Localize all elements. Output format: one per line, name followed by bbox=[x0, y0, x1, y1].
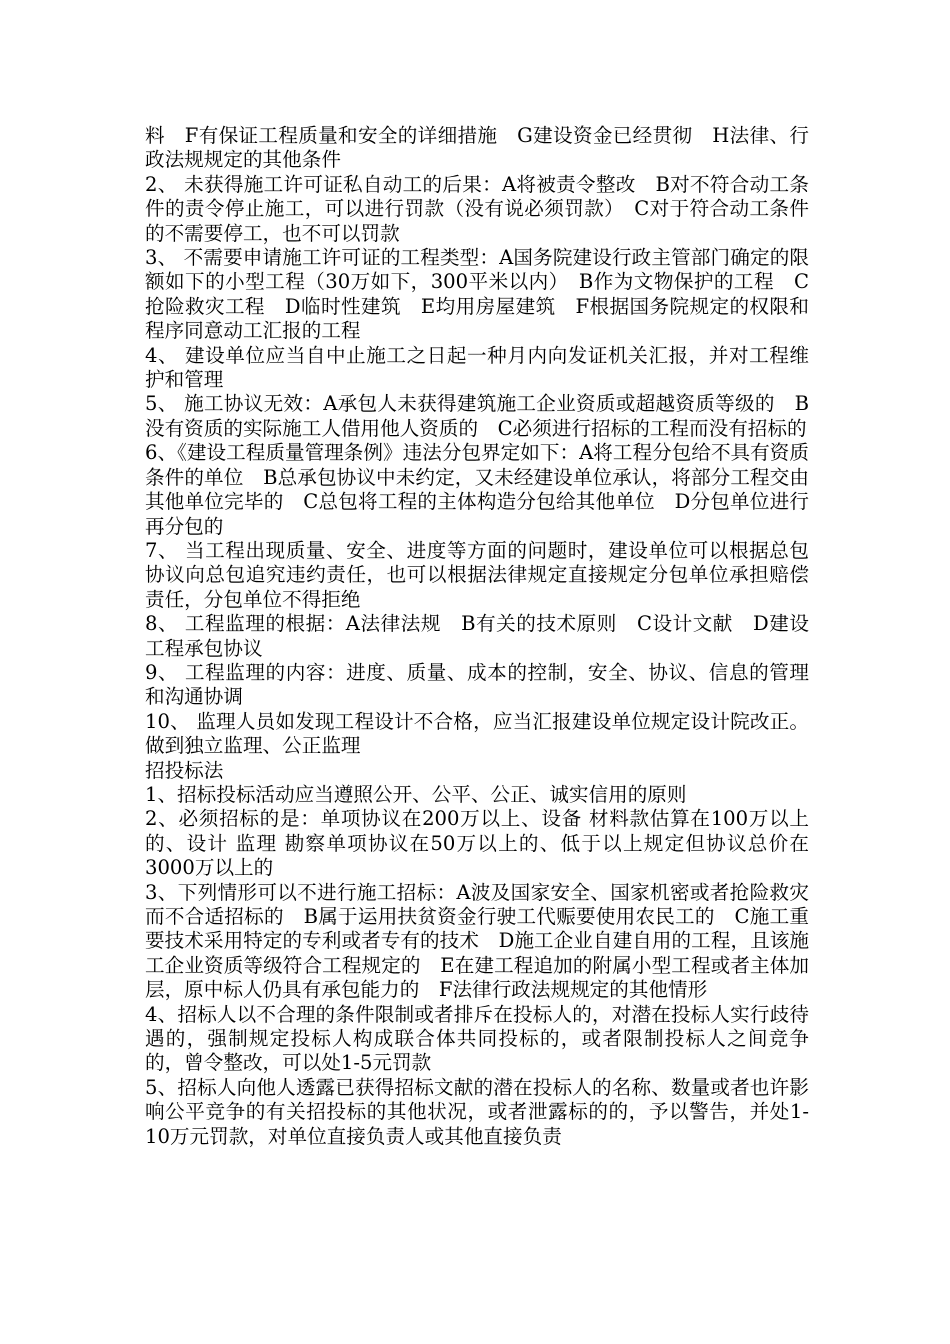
section-heading: 招投标法 bbox=[145, 758, 224, 782]
document-body bbox=[145, 124, 809, 1149]
paragraph-law-item-5: 5、招标人向他人透露已获得招标文献的潜在投标人的名称、数量或者也许影响公平竞争的有关招投标的其他状况，或者泄露标的的，予以警告，并处1-10万元罚款，对单位直接负责人或其他直接负责 bbox=[145, 1075, 809, 1148]
paragraph-item-4: 4、 建设单位应当自中止施工之日起一种月内向发证机关汇报，并对工程维护和管理 bbox=[145, 343, 809, 392]
paragraph-item-10: 10、 监理人员如发现工程设计不合格，应当汇报建设单位规定设计院改正。做到独立监理、公正监理 bbox=[145, 709, 809, 758]
paragraph-item-7: 7、 当工程出现质量、安全、进度等方面的问题时，建设单位可以根据总包协议向总包追究违约责任，也可以根据法律规定直接规定分包单位承担赔偿责任，分包单位不得拒绝 bbox=[145, 538, 809, 611]
paragraph-law-item-2: 2、必须招标的是：单项协议在200万以上、设备 材料款估算在100万以上的、设计 监理 勘察单项协议在50万以上的、低于以上规定但协议总价在3000万以上的 bbox=[145, 807, 809, 880]
paragraph-item-6: 6、《建设工程质量管理条例》违法分包界定如下：A将工程分包给不具有资质条件的单位 B总承包协议中未约定，又未经建设单位承认，将部分工程交由其他单位完毕的 C总包将工程的主体构造分包给其他单位 D分包单位进行再分包的 bbox=[145, 441, 809, 538]
paragraph-law-item-1: 1、招标投标活动应当遵照公开、公平、公正、诚实信用的原则 bbox=[145, 782, 687, 806]
paragraph-continuation: 料 F有保证工程质量和安全的详细措施 G建设资金已经贯彻 H法律、行政法规规定的其他条件 bbox=[145, 124, 809, 172]
paragraph-item-8: 8、 工程监理的根据：A法律法规 B有关的技术原则 C设计文献 D建设工程承包协议 bbox=[145, 612, 809, 660]
paragraph-item-5: 5、 施工协议无效：A承包人未获得建筑施工企业资质或超越资质等级的 B没有资质的实际施工人借用他人资质的 C必须进行招标的工程而没有招标的 bbox=[145, 392, 809, 440]
paragraph-item-9: 9、 工程监理的内容：进度、质量、成本的控制，安全、协议、信息的管理和沟通协调 bbox=[145, 660, 809, 709]
paragraph-item-2: 2、 未获得施工许可证私自动工的后果：A将被责令整改 B对不符合动工条件的责令停止施工，可以进行罚款（没有说必须罚款） C对于符合动工条件的不需要停工，也不可以罚款 bbox=[145, 172, 809, 245]
paragraph-law-item-4: 4、招标人以不合理的条件限制或者排斥在投标人的，对潜在投标人实行歧待遇的，强制规定投标人构成联合体共同投标的，或者限制投标人之间竞争的，曾令整改，可以处1-5元罚款 bbox=[145, 1002, 809, 1075]
paragraph-law-item-3: 3、下列情形可以不进行施工招标：A波及国家安全、国家机密或者抢险救灾而不合适招标的 B属于运用扶贫资金行驶工代赈要使用农民工的 C施工重要技术采用特定的专利或者专有的技术 D施工企业自建自用的工程，且该施工企业资质等级符合工程规定的 E在建工程追加的附属小型工程或者主体加层，原中标人仍具有承包能力的 F法律行政法规规定的其他情形 bbox=[145, 880, 809, 1002]
paragraph-item-3: 3、 不需要申请施工许可证的工程类型：A国务院建设行政主管部门确定的限额如下的小型工程（30万如下，300平米以内） B作为文物保护的工程 C抢险救灾工程 D临时性建筑 E均用房屋建筑 F根据国务院规定的权限和程序同意动工汇报的工程 bbox=[145, 246, 809, 343]
